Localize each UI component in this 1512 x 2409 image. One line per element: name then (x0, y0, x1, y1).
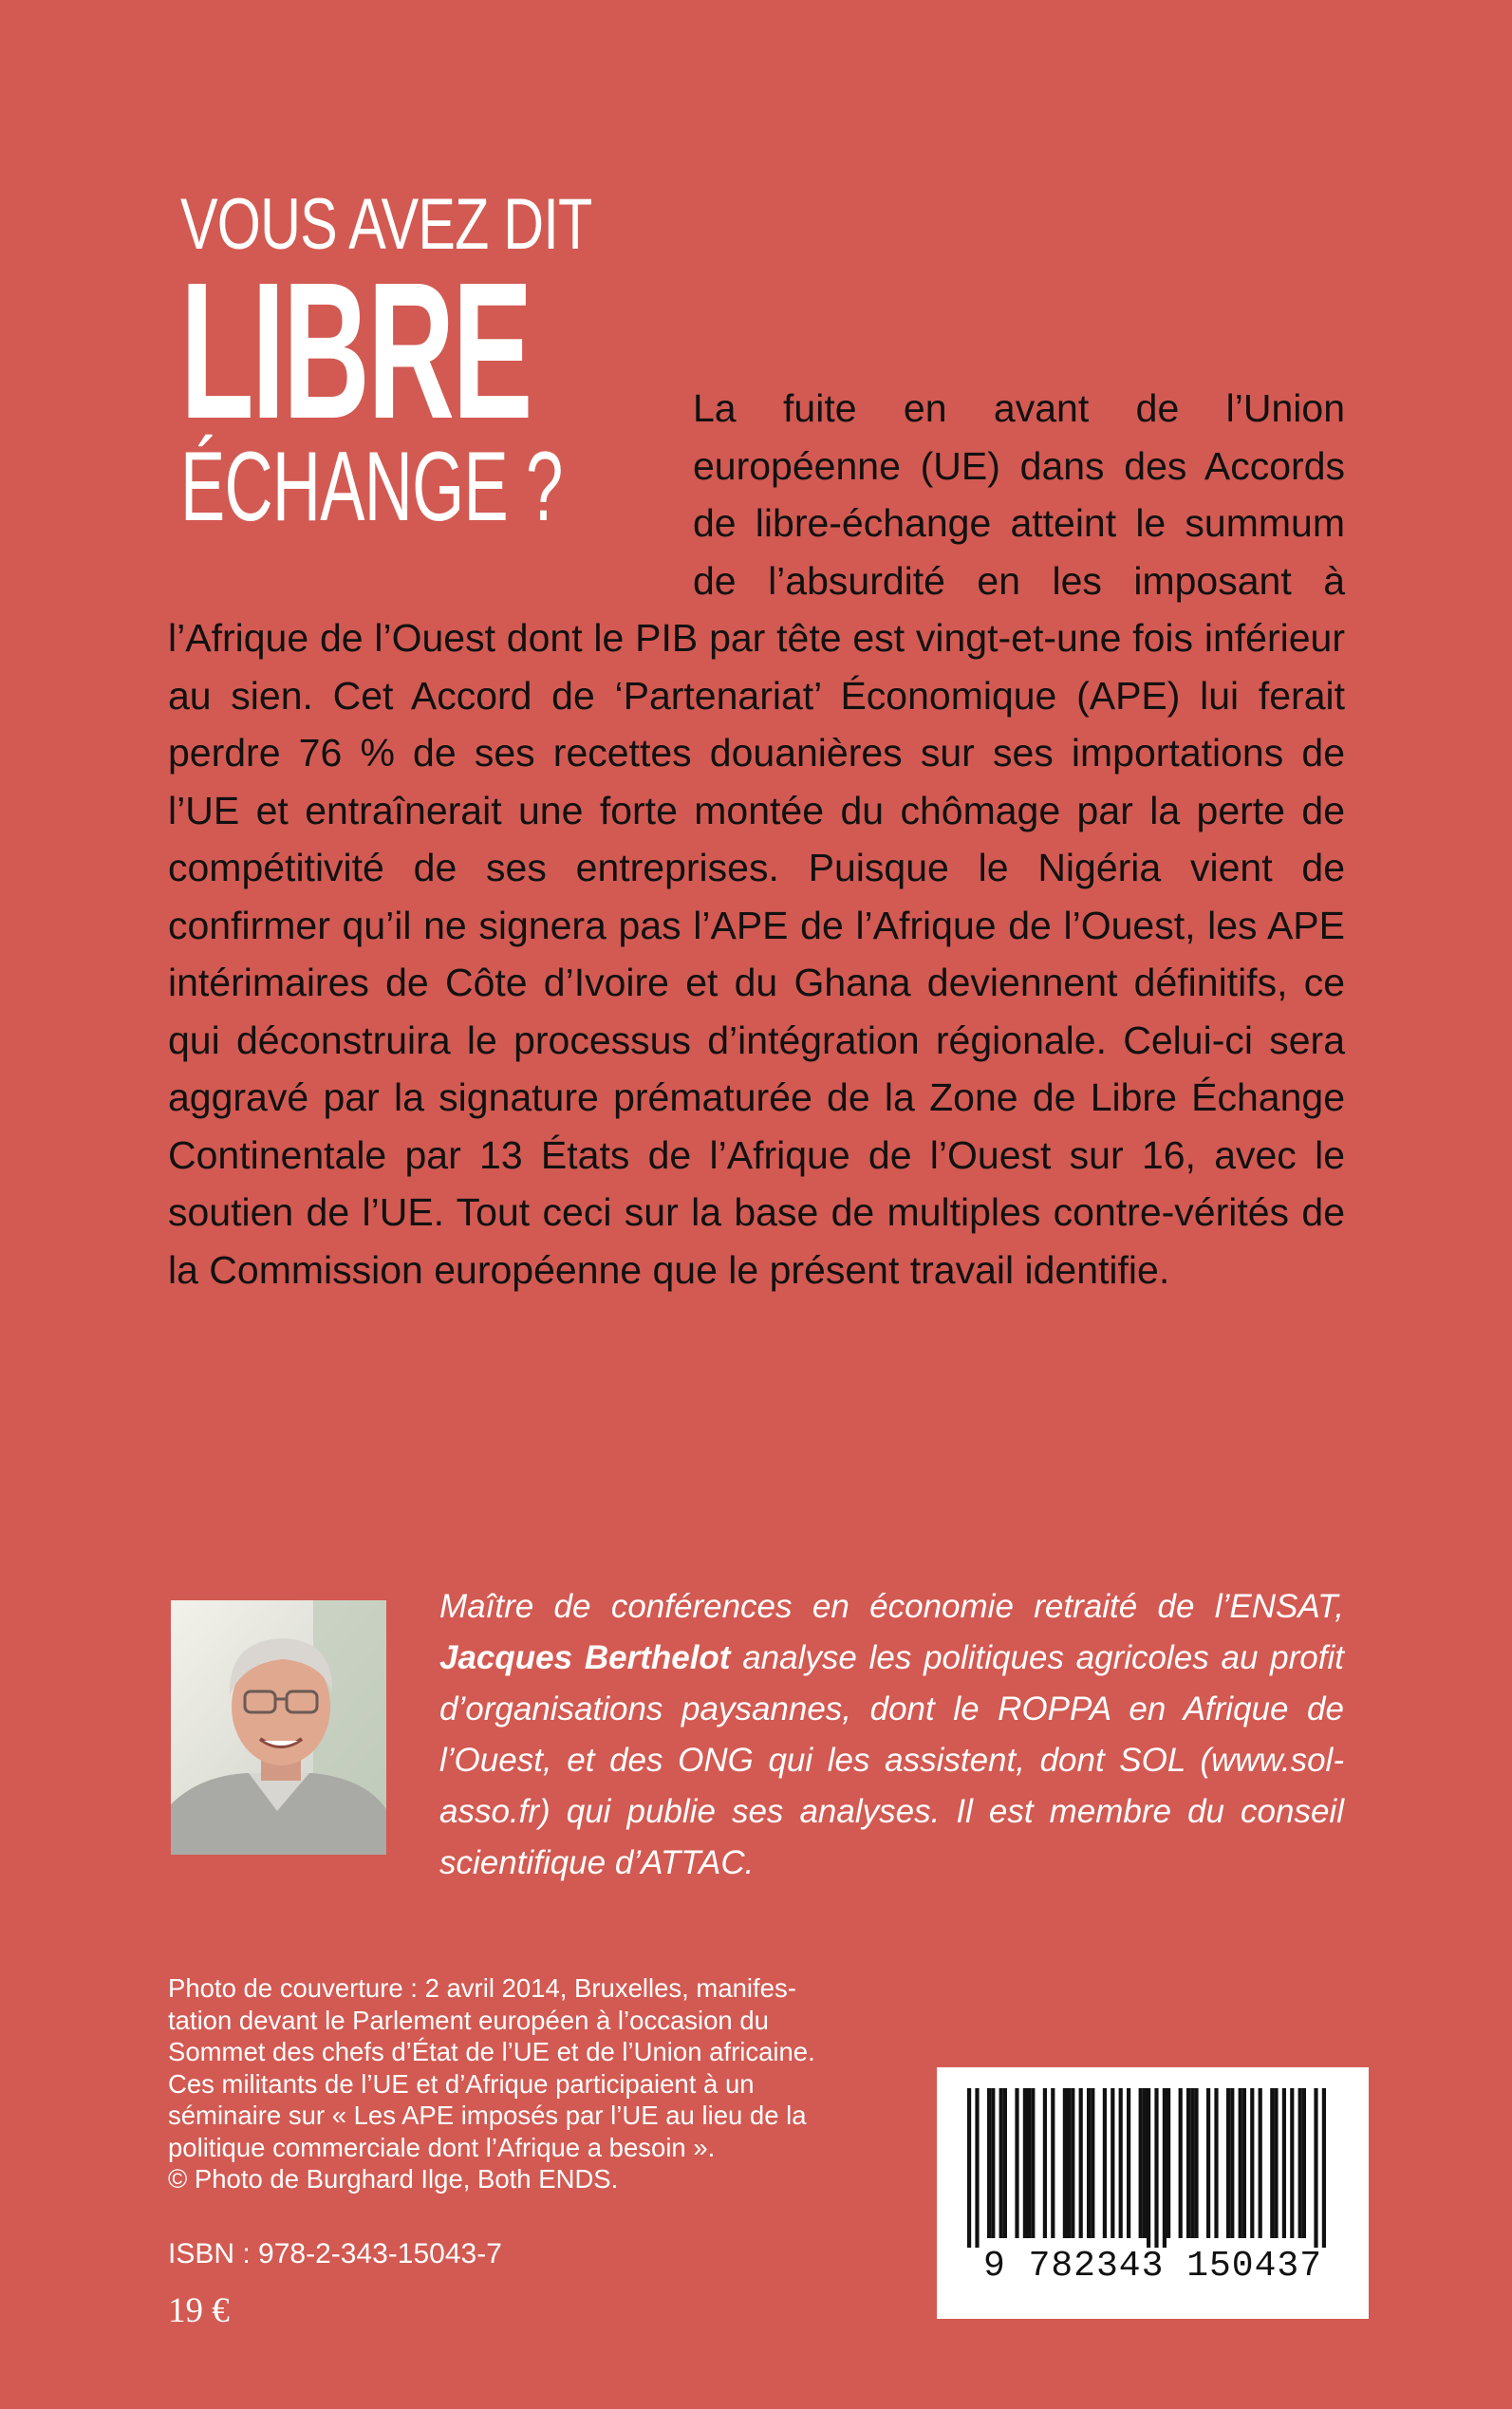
title-line-1: VOUS AVEZ DIT (180, 184, 592, 265)
bio-rest: analyse les politiques agricoles au profit d’organisations paysannes, dont le ROPPA en Afrique de l’Ouest, et des ONG qui les assistent, dont SOL (www.sol-asso.fr) qui publie ses analyses. Il est membre du conseil scientifique d’ATTAC. (439, 1639, 1344, 1881)
barcode-digits: 9 782343 150437 (982, 2246, 1323, 2287)
credit-line: © Photo de Burghard Ilge, Both ENDS. (168, 2164, 619, 2194)
bio-intro: Maître de conférences en économie retraité de l’ENSAT, (439, 1588, 1344, 1625)
title-float-spacer (168, 380, 693, 609)
author-name: Jacques Berthelot (439, 1639, 731, 1676)
price: 19 € (168, 2291, 230, 2330)
credit-line: Ces militants de l’UE et d’Afrique participaient à un (168, 2068, 755, 2099)
photo-credit (168, 1972, 927, 2195)
barcode (937, 2067, 1369, 2319)
credit-line: politique commerciale dont l’Afrique a besoin ». (168, 2132, 716, 2162)
barcode-bars-icon (937, 2067, 1369, 2248)
author-photo (171, 1600, 386, 1855)
back-cover-blurb (168, 380, 1345, 1298)
title-line-2: LIBRE (180, 242, 531, 459)
credit-line: Sommet des chefs d’État de l’UE et de l’Union africaine. (168, 2037, 815, 2066)
isbn: ISBN : 978-2-343-15043-7 (168, 2238, 502, 2269)
credit-line: séminaire sur « Les APE imposés par l’UE au lieu de la (168, 2101, 807, 2130)
credit-line: Photo de couverture : 2 avril 2014, Bruxelles, manifes- (168, 1973, 796, 2003)
author-portrait-icon (171, 1600, 386, 1855)
title-line-3: ÉCHANGE ? (180, 432, 563, 542)
blurb-text: La fuite en avant de l’Union européenne (UE) dans des Accords de libre-échange atteint le summum de l’absurdité en les imposant à l’Afrique de l’Ouest dont le PIB par tête est vingt-et-une fois inférieur au sien. Cet Accord de ‘Partenariat’ Économique (APE) lui ferait perdre 76 % de ses recettes douanières sur ses importations de l’UE et entraînerait une forte montée du chômage par la perte de compétitivité de ses entreprises. Puisque le Nigéria vient de confirmer qu’il ne signera pas l’APE de l’Afrique de l’Ouest, les APE intérimaires de Côte d’Ivoire et du Ghana deviennent définitifs, ce qui déconstruira le processus d’intégration régionale. Celui-ci sera aggravé par la signature prématurée de la Zone de Libre Échange Continentale par 13 États de l’Afrique de l’Ouest sur 16, avec le soutien de l’UE. Tout ceci sur la base de multiples contre-vérités de la Commission européenne que le présent travail identifie. (168, 386, 1345, 1292)
credit-line: tation devant le Parlement européen à l’occasion du (168, 2005, 769, 2035)
author-bio (439, 1581, 1344, 1889)
